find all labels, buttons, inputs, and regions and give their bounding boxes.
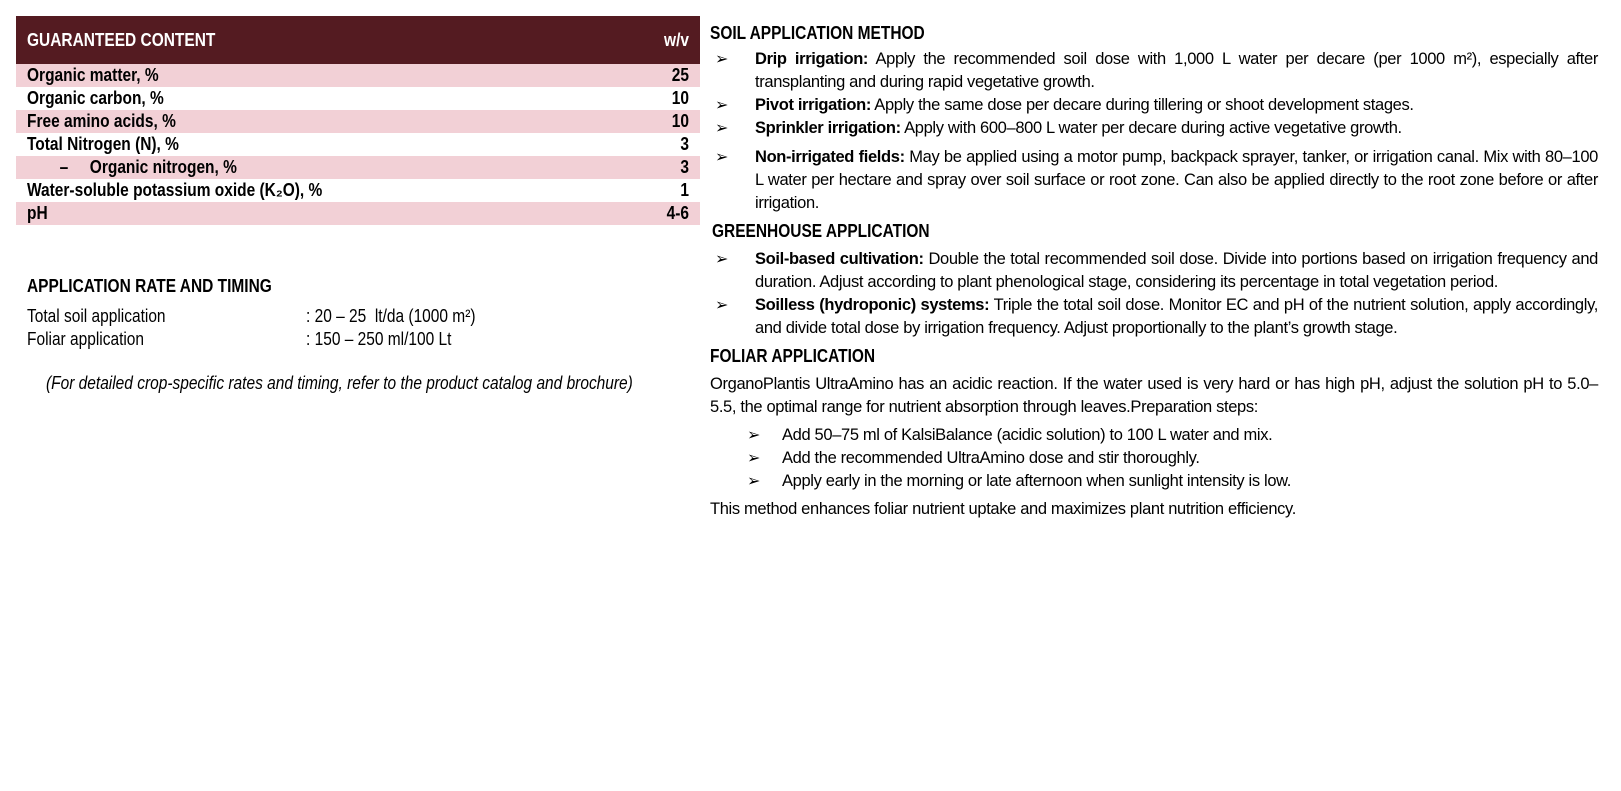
list-item	[710, 447, 1598, 470]
arrow-bullet-icon: ➢	[715, 51, 729, 68]
arrow-bullet-icon: ➢	[715, 251, 729, 268]
arrow-bullet-icon: ➢	[715, 149, 729, 166]
table-row	[16, 202, 700, 225]
left-column	[16, 16, 700, 225]
row-label: Organic carbon, %	[27, 88, 164, 108]
row-value: 4-6	[666, 203, 689, 223]
row-label: Water-soluble potassium oxide (K₂O), %	[27, 180, 323, 200]
item-text: Sprinkler irrigation: Apply with 600–800 L water per decare during active vegetative growth.	[755, 119, 1402, 137]
foliar-closing: This method enhances foliar nutrient uptake and maximizes plant nutrition efficiency.	[710, 500, 1296, 518]
item-text: Soilless (hydroponic) systems: Triple the total soil dose. Monitor EC and pH of the nutrient solution, apply accordingly, and divide total dose by irrigation frequency. Adjust proportionally to the plant’s growth stage.	[755, 296, 1598, 337]
rate-value: : 20 – 25 lt/da (1000 m²)	[306, 306, 476, 326]
row-label: Free amino acids, %	[27, 111, 176, 131]
table-row	[16, 110, 700, 133]
step-text: Add the recommended UltraAmino dose and stir thoroughly.	[782, 449, 1200, 467]
soil-method-title: SOIL APPLICATION METHOD	[710, 23, 925, 43]
list-item	[710, 248, 1598, 294]
arrow-bullet-icon: ➢	[747, 473, 761, 490]
row-label: – Organic nitrogen, %	[59, 157, 237, 177]
list-item	[710, 294, 1598, 340]
row-value: 3	[680, 157, 689, 177]
table-row	[16, 133, 700, 156]
row-label: pH	[27, 203, 48, 223]
row-value: 10	[671, 88, 689, 108]
greenhouse-title: GREENHOUSE APPLICATION	[712, 221, 930, 241]
application-rate-title: APPLICATION RATE AND TIMING	[27, 276, 272, 296]
foliar-title: FOLIAR APPLICATION	[710, 346, 876, 366]
rate-row	[27, 329, 452, 350]
table-row	[16, 179, 700, 202]
table-row	[16, 87, 700, 110]
arrow-bullet-icon: ➢	[715, 97, 729, 114]
foliar-intro: OrganoPlantis UltraAmino has an acidic reaction. If the water used is very hard or has high pH, adjust the solution pH to 5.0–5.5, the optimal range for nutrient absorption through leaves.Preparation steps:	[710, 375, 1598, 416]
list-item	[710, 117, 1598, 140]
guaranteed-content-table	[16, 16, 700, 225]
row-value: 1	[680, 180, 689, 200]
step-text: Add 50–75 ml of KalsiBalance (acidic solution) to 100 L water and mix.	[782, 426, 1273, 444]
table-header	[16, 16, 700, 64]
list-item	[710, 94, 1598, 117]
arrow-bullet-icon: ➢	[715, 120, 729, 137]
table-unit: w/v	[664, 29, 689, 50]
rate-label: Foliar application	[27, 329, 145, 349]
item-text: Soil-based cultivation: Double the total recommended soil dose. Divide into portions based on irrigation frequency and duration. Adjust according to plant phenological stage, considering its percentage in total vegetation period.	[755, 250, 1598, 291]
row-label: Organic matter, %	[27, 65, 159, 85]
rate-note: (For detailed crop-specific rates and timing, refer to the product catalog and brochure)	[46, 373, 633, 393]
item-text: Pivot irrigation: Apply the same dose per decare during tillering or shoot development stages.	[755, 96, 1414, 114]
row-value: 10	[671, 111, 689, 131]
right-column	[710, 22, 1598, 521]
arrow-bullet-icon: ➢	[747, 427, 761, 444]
rate-row	[27, 306, 476, 327]
arrow-bullet-icon: ➢	[715, 297, 729, 314]
table-row	[16, 64, 700, 87]
arrow-bullet-icon: ➢	[747, 450, 761, 467]
step-text: Apply early in the morning or late afternoon when sunlight intensity is low.	[782, 472, 1292, 490]
row-label: Total Nitrogen (N), %	[27, 134, 179, 154]
list-item	[710, 48, 1598, 94]
item-text: Drip irrigation: Apply the recommended soil dose with 1,000 L water per decare (per 1000 m²), especially after transplanting and during rapid vegetative growth.	[755, 50, 1598, 91]
item-text: Non-irrigated fields: May be applied using a motor pump, backpack sprayer, tanker, or irrigation canal. Mix with 80–100 L water per hectare and spray over soil surface or root zone. Can also be applied directly to the root zone before or after irrigation.	[755, 148, 1598, 212]
list-item	[710, 424, 1598, 447]
table-title: GUARANTEED CONTENT	[27, 29, 216, 50]
rate-label: Total soil application	[27, 306, 166, 326]
table-row	[16, 156, 700, 179]
row-value: 25	[671, 65, 689, 85]
list-item	[710, 470, 1598, 493]
list-item	[710, 146, 1598, 215]
rate-value: : 150 – 250 ml/100 Lt	[306, 329, 452, 349]
row-value: 3	[680, 134, 689, 154]
